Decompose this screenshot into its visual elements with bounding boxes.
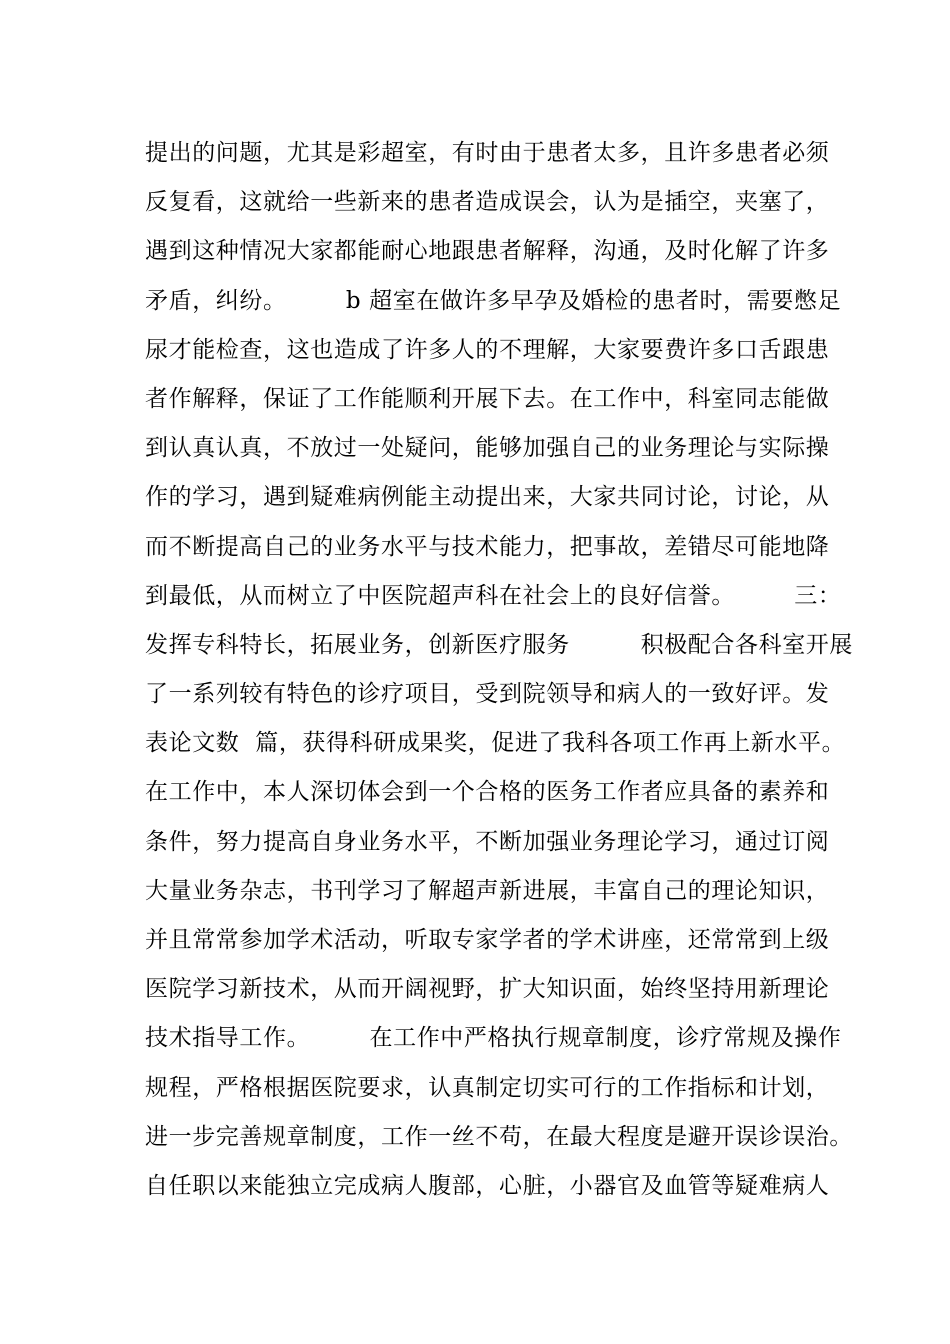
- text-line: 者作解释，保证了工作能顺利开展下去。在工作中，科室同志能做: [145, 385, 830, 412]
- text-line: 反复看，这就给一些新来的患者造成误会，认为是插空，夹塞了，: [145, 189, 830, 216]
- text-line: 在工作中，本人深切体会到一个合格的医务工作者应具备的素养和: [145, 779, 830, 806]
- text-line: 表论文数 篇，获得科研成果奖，促进了我科各项工作再上新水平。: [145, 730, 846, 757]
- text-line: 到最低，从而树立了中医院超声科在社会上的良好信誉。 三：: [145, 582, 842, 609]
- text-line: 到认真认真，不放过一处疑问，能够加强自己的业务理论与实际操: [145, 435, 830, 462]
- text-line: 技术指导工作。 在工作中严格执行规章制度，诊疗常规及操作: [145, 1025, 842, 1052]
- text-line: 条件，努力提高自身业务水平，不断加强业务理论学习，通过订阅: [145, 828, 830, 855]
- text-line: 了一系列较有特色的诊疗项目，受到院领导和病人的一致好评。发: [145, 681, 830, 708]
- text-line: 而不断提高自己的业务水平与技术能力，把事故，差错尽可能地降: [145, 533, 830, 560]
- text-line: 提出的问题，尤其是彩超室，有时由于患者太多，且许多患者必须: [145, 140, 830, 166]
- text-line: 自任职以来能独立完成病人腹部，心脏，小器官及血管等疑难病人: [145, 1172, 830, 1199]
- text-line: 大量业务杂志，书刊学习了解超声新进展，丰富自己的理论知识，: [145, 877, 830, 904]
- text-line: 医院学习新技术，从而开阔视野，扩大知识面，始终坚持用新理论: [145, 976, 830, 1003]
- text-line: 遇到这种情况大家都能耐心地跟患者解释，沟通，及时化解了许多: [145, 238, 830, 265]
- text-line: 发挥专科特长，拓展业务，创新医疗服务 积极配合各科室开展: [145, 631, 853, 658]
- text-line: 进一步完善规章制度，工作一丝不苟，在最大程度是避开误诊误治。: [145, 1123, 853, 1150]
- text-line: 并且常常参加学术活动，听取专家学者的学术讲座，还常常到上级: [145, 927, 830, 953]
- text-line: 尿才能检查，这也造成了许多人的不理解，大家要费许多口舌跟患: [145, 336, 830, 363]
- text-line: 矛盾，纠纷。 b 超室在做许多早孕及婚检的患者时，需要憋足: [145, 287, 842, 314]
- text-line: 规程，严格根据医院要求，认真制定切实可行的工作指标和计划，: [145, 1074, 830, 1101]
- text-line: 作的学习，遇到疑难病例能主动提出来，大家共同讨论，讨论，从: [145, 484, 830, 511]
- body-text: [145, 133, 853, 1215]
